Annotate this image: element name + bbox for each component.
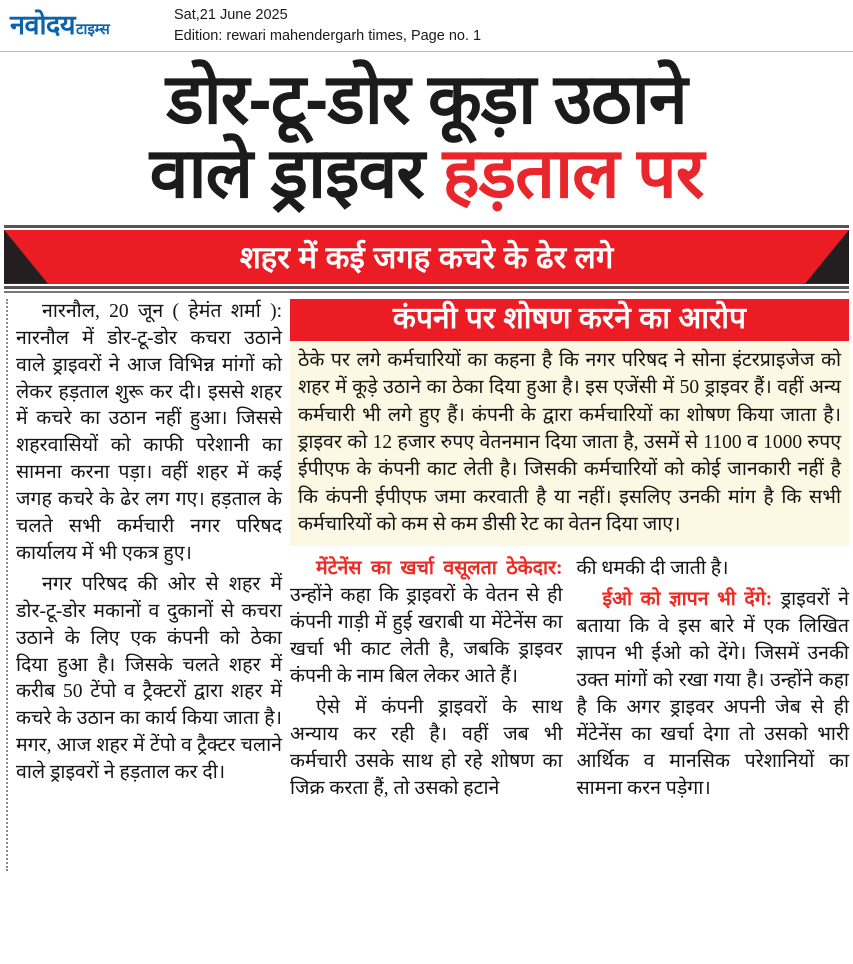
middle-lead-in: मेंटेनेंस का खर्चा वसूलता ठेकेदार:	[316, 558, 563, 580]
ribbon-rule-bottom-2	[4, 291, 849, 293]
highlight-box-body	[290, 341, 849, 546]
left-paragraph-2: नगर परिषद की ओर से शहर में डोर-टू-डोर मकानों व दुकानों से कचरा उठाने के लिए एक कंपनी को ठेका दिया हुआ है। जिसके चलते शहर में करीब 50 टेंपो व ट्रैक्टरों द्वारा शहर में कचरे के उठान का कार्य किया जाता है। मगर, आज शहर में टेंपो व ट्रैक्टर चलाने वाले ड्राइवरों ने हड़ताल कर दी।	[16, 573, 282, 784]
right-paragraph-2-rest: ड्राइवरों ने बताया कि वे इस बारे में एक लिखित ज्ञापन भी ईओ को देंगे। जिसमें उनकी उक्त मांगों को रखा गया है। उन्होंने कहा है कि अगर ड्राइवर अपनी जेब से ही मेंटेनेंस का खर्चा देगा तो उसको भारी आर्थिक व मानसिक परेशानियों का सामना करन पड़ेगा।	[576, 589, 850, 799]
highlight-box	[290, 299, 849, 546]
publication-date: Sat,21 June 2025	[174, 6, 288, 23]
edition-info	[174, 5, 481, 46]
ribbon-rule-bottom	[4, 286, 849, 289]
headline-line-1: डोर-टू-डोर कूड़ा उठाने	[166, 60, 687, 138]
edition-line: Edition: rewari mahendergarh times, Page no. 1	[174, 27, 482, 44]
highlight-box-paragraph: ठेके पर लगे कर्मचारियों का कहना है कि नगर परिषद ने सोना इंटरप्राइजेज को शहर में कूड़े उठाने का ठेका दिया हुआ है। इस एजेंसी में 50 ड्राइवर हैं। वहीं अन्य कर्मचारी भी लगे हुए हैं। कंपनी के द्वारा कर्मचारियों का शोषण किया जाता है। ड्राइवर को 12 हजार रुपए वेतनमान दिया जाता है, उसमें से 1100 व 1000 रुपए ईपीएफ के कंपनी काट लेती है। जिसकी कर्मचारियों को कोई जानकारी नहीं है कि कंपनी ईपीएफ जमा करवाती है या नहीं। इसलिए उनकी मांग है कि सभी कर्मचारियों को कम से कम डीसी रेट का वेतन दिया जाए।	[298, 350, 841, 535]
subheadline-ribbon	[4, 225, 849, 293]
highlight-box-heading: कंपनी पर शोषण करने का आरोप	[290, 299, 849, 341]
right-paragraph-1: की धमकी दी जाती है।	[576, 558, 729, 580]
main-headline	[0, 52, 853, 213]
middle-paragraph-1-rest: उन्होंने कहा कि ड्राइवरों के वेतन से ही कंपनी गाड़ी में हुई खराबी या मेंटेनेंस का खर्चा भी काट लेती है, जबकि ड्राइवर कंपनी के नाम बिल लेकर आते हैं।	[290, 585, 563, 687]
right-paragraph-2	[577, 587, 850, 802]
column-right-region	[282, 299, 849, 871]
headline-line-2-black: वाले ड्राइवर	[149, 134, 425, 213]
right-lead-in: ईओ को ज्ञापन भी देंगे:	[602, 589, 773, 611]
ribbon-text: शहर में कई जगह कचरे के ढेर लगे	[239, 239, 614, 275]
article-body	[0, 299, 853, 871]
sub-columns	[290, 556, 849, 802]
logo-primary-text: नवोदय	[10, 10, 75, 40]
ribbon-corner-right-icon	[805, 230, 849, 284]
left-paragraph-1: नारनौल, 20 जून ( हेमंत शर्मा ): नारनौल में डोर-टू-डोर कचरा उठाने वाले ड्राइवरों ने आज विभिन्न मांगों को लेकर हड़ताल शुरू कर दी। इससे शहर में कचरे का उठान नहीं हुआ। जिससे शहरवासियों को काफी परेशानी का सामना करना पड़ा। वहीं शहर में कई जगह कचरे के ढेर लग गए। हड़ताल के चलते सभी कर्मचारी नगर परिषद कार्यालय में भी एकत्र हुए।	[16, 300, 282, 564]
column-left	[6, 299, 282, 871]
middle-paragraph-2: ऐसे में कंपनी ड्राइवरों के साथ अन्याय कर रही है। वहीं जब भी कर्मचारी उसके साथ हो रहे शोषण का जिक्र करता हैं, तो उसको हटाने	[290, 696, 563, 799]
ribbon-bar	[4, 230, 849, 284]
middle-paragraph-1	[290, 556, 563, 691]
headline-line-2-red: हड़ताल पर	[442, 134, 704, 213]
column-right	[577, 556, 850, 802]
headline-line-2	[0, 134, 853, 212]
column-middle	[290, 556, 563, 802]
ribbon-rule-top	[4, 225, 849, 228]
masthead	[0, 0, 853, 52]
ribbon-corner-left-icon	[4, 230, 48, 284]
publication-logo[interactable]	[10, 12, 160, 39]
logo-secondary-text: टाइम्स	[76, 22, 110, 38]
